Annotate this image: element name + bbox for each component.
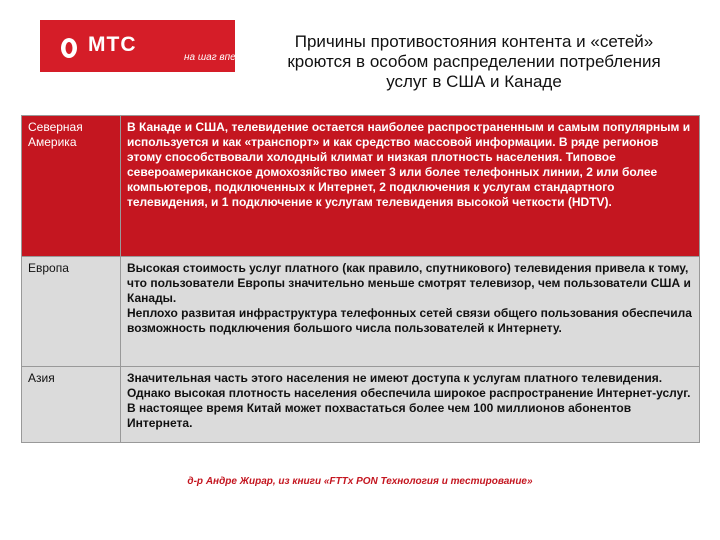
title-line: кроются в особом распределении потребления bbox=[287, 52, 661, 71]
paragraph: В Канаде и США, телевидение остается наиболее распространенным и самым популярным и используется и как «транспорт» и как средство массовой информации. В ряде регионов этому способствовали холодный климат и низкая плотность населения. Типовое североамериканское домохозяйство имеет 3 или более телефонных линии, 2 или более компьютеров, подключенных к Интернет, 2 подключения к услугам стандартного телевидения, и 1 подключение к услугам телевидения высокой четкости (HDTV). bbox=[127, 120, 691, 209]
description-cell bbox=[121, 366, 699, 442]
mts-logo bbox=[40, 20, 258, 72]
regions-table bbox=[21, 115, 700, 443]
region-cell: Северная Америка bbox=[22, 116, 121, 256]
description-cell bbox=[121, 116, 699, 256]
region-cell: Европа bbox=[22, 256, 121, 366]
egg-logo-icon bbox=[56, 34, 82, 60]
page-title bbox=[250, 32, 698, 92]
source-citation: д-р Андре Жирар, из книги «FTTx PON Технология и тестирование» bbox=[187, 476, 533, 487]
table-row-asia bbox=[22, 366, 699, 442]
title-line: услуг в США и Канаде bbox=[386, 72, 562, 91]
region-cell: Азия bbox=[22, 366, 121, 442]
table-row-europe bbox=[22, 256, 699, 366]
slogan: на шаг впереди bbox=[184, 52, 258, 63]
title-line: Причины противостояния контента и «сетей» bbox=[294, 32, 654, 51]
logo-text: МТС bbox=[88, 33, 137, 56]
paragraph: Высокая стоимость услуг платного (как правило, спутникового) телевидения привела к тому, что пользователи Европы значительно меньше смотрят телевизор, чем пользователи США и Канады. bbox=[127, 261, 691, 305]
paragraph: Неплохо развитая инфраструктура телефонных сетей связи общего пользования обеспечила возможность подключения большого числа пользователей к Интернету. bbox=[127, 306, 692, 335]
table-row-north-america bbox=[22, 116, 699, 256]
description-cell bbox=[121, 256, 699, 366]
paragraph: Значительная часть этого населения не имеют доступа к услугам платного телевидения. Однако высокая плотность населения обеспечила широкое распространение Интернет-услуг. В настоящее время Китай может похвастаться более чем 100 миллионов абонентов Интернета. bbox=[127, 371, 691, 430]
